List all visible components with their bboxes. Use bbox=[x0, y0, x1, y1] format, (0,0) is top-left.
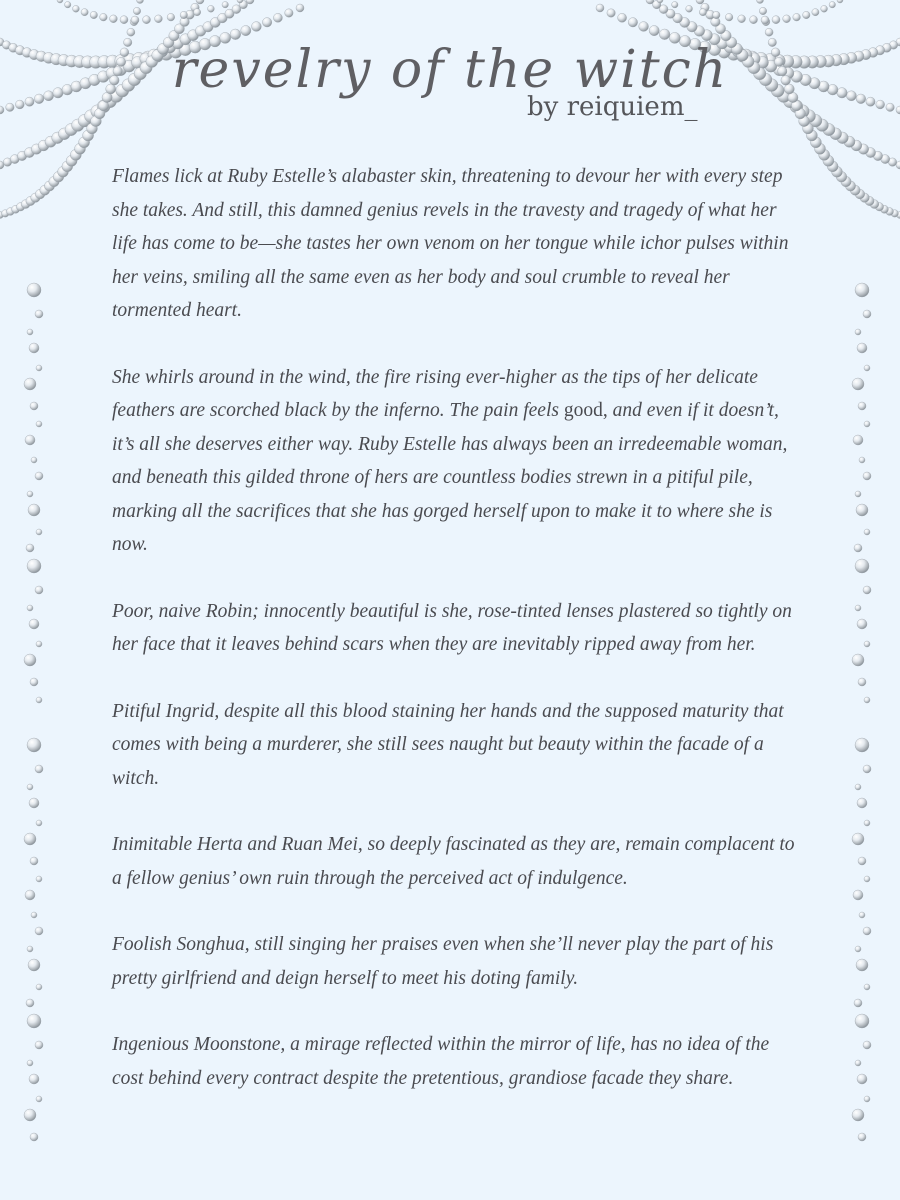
pearl-bead bbox=[855, 738, 869, 752]
pearl-bead bbox=[852, 1109, 864, 1121]
pearl-bead bbox=[738, 15, 746, 23]
emphasis-good: good, bbox=[563, 400, 608, 421]
pearl-bead bbox=[120, 16, 128, 24]
pearl-bead bbox=[29, 343, 39, 353]
pearl-bead bbox=[296, 4, 304, 12]
pearl-bead bbox=[857, 619, 867, 629]
pearl-bead bbox=[864, 820, 870, 826]
pearl-bead bbox=[36, 984, 42, 990]
pearl-bead bbox=[36, 876, 42, 882]
paragraph-1: Flames lick at Ruby Estelle’s alabaster skin, threatening to devour her with every step she takes. And still, this damned genius revels in the travesty and tragedy of what her life has come to be—she tastes her own venom on her tongue while ichor pulses within her veins, smiling all the same even as her body and soul crumble to reveal her tormented heart. bbox=[112, 166, 789, 321]
story-text bbox=[112, 160, 802, 1128]
pearl-bead bbox=[36, 1096, 42, 1102]
pearl-bead bbox=[725, 13, 733, 21]
pearl-bead bbox=[857, 798, 867, 808]
pearl-bead bbox=[28, 959, 40, 971]
pearl-bead bbox=[27, 946, 33, 952]
pearl-bead bbox=[829, 1, 835, 7]
pearl-bead bbox=[73, 5, 80, 12]
paragraph-4: Pitiful Ingrid, despite all this blood staining her hands and the supposed maturity that comes with being a murderer, she still sees naught but beauty within the facade of a witch. bbox=[112, 700, 784, 789]
pearl-bead bbox=[273, 13, 282, 22]
pearl-bead bbox=[27, 605, 33, 611]
pearl-bead bbox=[628, 18, 637, 27]
pearl-bead bbox=[853, 890, 863, 900]
pearl-bead bbox=[29, 798, 39, 808]
pearl-bead bbox=[30, 678, 38, 686]
pearl-bead bbox=[864, 641, 870, 647]
pearl-bead bbox=[856, 959, 868, 971]
pearl-bead bbox=[765, 28, 773, 36]
pearl-bead bbox=[672, 1, 678, 7]
pearl-bead bbox=[27, 559, 41, 573]
pearl-bead bbox=[6, 103, 14, 111]
pearl-bead bbox=[155, 15, 163, 23]
paragraph-2 bbox=[112, 361, 802, 562]
pearl-bead bbox=[196, 0, 204, 4]
pearl-bead bbox=[858, 402, 866, 410]
pearl-bead bbox=[855, 784, 861, 790]
pearl-bead bbox=[864, 365, 870, 371]
pearl-bead bbox=[27, 329, 33, 335]
pearl-bead bbox=[864, 1096, 870, 1102]
paragraph-7: Ingenious Moonstone, a mirage reflected within the mirror of life, has no idea of the cost behind every contract despite the pretentious, grandiose facade they share. bbox=[112, 1034, 770, 1089]
pearl-bead bbox=[858, 678, 866, 686]
pearl-bead bbox=[27, 283, 41, 297]
pearl-bead bbox=[821, 5, 828, 12]
paragraph-5: Inimitable Herta and Ruan Mei, so deeply fascinated as they are, remain complacent to a fellow genius’ own ruin through the perceived act of indulgence. bbox=[112, 834, 795, 889]
pearl-bead bbox=[0, 106, 4, 114]
pearl-bead bbox=[856, 504, 868, 516]
pearl-bead bbox=[24, 654, 36, 666]
pearl-bead bbox=[854, 544, 862, 552]
pearl-bead bbox=[858, 1133, 866, 1141]
pearl-bead bbox=[699, 9, 706, 16]
pearl-bead bbox=[36, 421, 42, 427]
pearl-bead bbox=[36, 365, 42, 371]
pearl-bead bbox=[852, 654, 864, 666]
pearl-bead bbox=[26, 999, 34, 1007]
pearl-bead bbox=[27, 784, 33, 790]
pearl-bead bbox=[24, 378, 36, 390]
pearl-bead bbox=[864, 529, 870, 535]
pearl-bead bbox=[35, 1041, 43, 1049]
pearl-bead bbox=[25, 890, 35, 900]
pearl-bead bbox=[857, 1074, 867, 1084]
pearl-bead bbox=[659, 29, 670, 40]
pearl-bead bbox=[886, 103, 894, 111]
pearl-bead bbox=[100, 13, 108, 21]
pearl-bead bbox=[896, 106, 900, 114]
pearl-bead bbox=[863, 1041, 871, 1049]
pearl-bead bbox=[26, 544, 34, 552]
pearl-bead bbox=[855, 329, 861, 335]
pearl-bead bbox=[855, 559, 869, 573]
pearl-bead bbox=[25, 435, 35, 445]
pearl-bead bbox=[30, 402, 38, 410]
pearl-bead bbox=[241, 26, 251, 36]
pearl-bead bbox=[30, 857, 38, 865]
pearl-bead bbox=[793, 13, 801, 21]
pearl-bead bbox=[35, 310, 43, 318]
pearl-bead bbox=[855, 491, 861, 497]
pearl-bead bbox=[855, 605, 861, 611]
pearl-bead bbox=[27, 738, 41, 752]
pearl-bead bbox=[27, 491, 33, 497]
pearl-bead bbox=[35, 927, 43, 935]
pearl-bead bbox=[864, 984, 870, 990]
pearl-bead bbox=[143, 16, 151, 24]
pearl-bead bbox=[855, 1014, 869, 1028]
pearl-bead bbox=[222, 1, 228, 7]
pearl-bead bbox=[863, 586, 871, 594]
pearl-bead bbox=[27, 1060, 33, 1066]
pearl-bead bbox=[696, 0, 704, 4]
pearl-bead bbox=[90, 11, 97, 18]
pearl-bead bbox=[855, 946, 861, 952]
author-byline: by reiquiem_ bbox=[527, 92, 698, 122]
pearl-bead bbox=[864, 697, 870, 703]
pearl-bead bbox=[596, 4, 604, 12]
pearl-bead bbox=[36, 820, 42, 826]
pearl-bead bbox=[15, 100, 24, 109]
pearl-bead bbox=[180, 11, 187, 18]
pearl-bead bbox=[36, 529, 42, 535]
pearl-bead bbox=[852, 833, 864, 845]
pearl-bead bbox=[864, 876, 870, 882]
pearl-bead bbox=[618, 13, 627, 22]
pearl-bead bbox=[127, 28, 135, 36]
pearl-bead bbox=[854, 999, 862, 1007]
pearl-bead bbox=[812, 9, 819, 16]
pearl-bead bbox=[31, 912, 37, 918]
pearl-bead bbox=[28, 504, 40, 516]
pearl-bead bbox=[35, 765, 43, 773]
paragraph-3: Poor, naive Robin; innocently beautiful is she, rose-tinted lenses plastered so tightly on her face that it leaves behind scars when they are inevitably ripped away from her. bbox=[112, 600, 792, 655]
pearl-bead bbox=[649, 26, 659, 36]
pearl-bead bbox=[36, 641, 42, 647]
pearl-bead bbox=[852, 378, 864, 390]
pearl-bead bbox=[35, 472, 43, 480]
pearl-bead bbox=[772, 16, 780, 24]
pearl-bead bbox=[750, 16, 758, 24]
pearl-bead bbox=[24, 833, 36, 845]
pearl-bead bbox=[30, 1133, 38, 1141]
pearl-bead bbox=[863, 927, 871, 935]
page-title: revelry of the witch bbox=[171, 40, 729, 100]
pearl-bead bbox=[81, 9, 88, 16]
pearl-bead bbox=[864, 421, 870, 427]
pearl-bead bbox=[876, 100, 885, 109]
pearl-bead bbox=[837, 0, 843, 3]
pearl-bead bbox=[137, 0, 144, 4]
pearl-bead bbox=[607, 9, 615, 17]
pearl-bead bbox=[65, 1, 71, 7]
pearl-bead bbox=[803, 11, 810, 18]
paragraph-2-text-cont: and even if it doesn’t, it’s all she deserves either way. Ruby Estelle has always been an irredeemable woman, and beneath this gilded throne of hers are countless bodies strewn in a pitiful pile, marking all the sacrifices that she has gorged herself upon to make it to where she is now. bbox=[112, 400, 788, 555]
pearl-bead bbox=[131, 16, 139, 24]
pearl-bead bbox=[855, 1060, 861, 1066]
pearl-bead bbox=[29, 1074, 39, 1084]
pearl-bead bbox=[36, 697, 42, 703]
pearl-bead bbox=[783, 15, 791, 23]
pearl-bead bbox=[24, 1109, 36, 1121]
pearl-bead bbox=[110, 15, 118, 23]
pearl-bead bbox=[686, 5, 693, 12]
pearl-bead bbox=[713, 11, 720, 18]
pearl-bead bbox=[863, 310, 871, 318]
pearl-bead bbox=[855, 283, 869, 297]
pearl-bead bbox=[859, 457, 865, 463]
paragraph-6: Foolish Songhua, still singing her praises even when she’ll never play the part of his pretty girlfriend and deign herself to meet his doting family. bbox=[112, 934, 774, 989]
pearl-bead bbox=[285, 9, 293, 17]
pearl-bead bbox=[57, 0, 63, 3]
pearl-bead bbox=[35, 586, 43, 594]
pearl-bead bbox=[757, 0, 764, 4]
pearl-bead bbox=[759, 7, 766, 14]
paragraph-2-text: She whirls around in the wind, the fire rising ever-higher as the tips of her delicate feathers are scorched black by the inferno. The pain feels bbox=[112, 366, 758, 421]
pearl-bead bbox=[863, 765, 871, 773]
pearl-bead bbox=[859, 912, 865, 918]
pearl-bead bbox=[858, 857, 866, 865]
pearl-bead bbox=[863, 472, 871, 480]
pearl-bead bbox=[133, 7, 140, 14]
pearl-bead bbox=[639, 22, 649, 32]
pearl-bead bbox=[194, 9, 201, 16]
pearl-bead bbox=[857, 343, 867, 353]
pearl-bead bbox=[252, 22, 262, 32]
pearl-bead bbox=[29, 619, 39, 629]
pearl-bead bbox=[262, 18, 271, 27]
pearl-bead bbox=[27, 1014, 41, 1028]
pearl-bead bbox=[31, 457, 37, 463]
pearl-bead bbox=[167, 13, 175, 21]
pearl-bead bbox=[230, 29, 241, 40]
pearl-bead bbox=[853, 435, 863, 445]
pearl-bead bbox=[208, 5, 215, 12]
pearl-bead bbox=[761, 16, 769, 24]
